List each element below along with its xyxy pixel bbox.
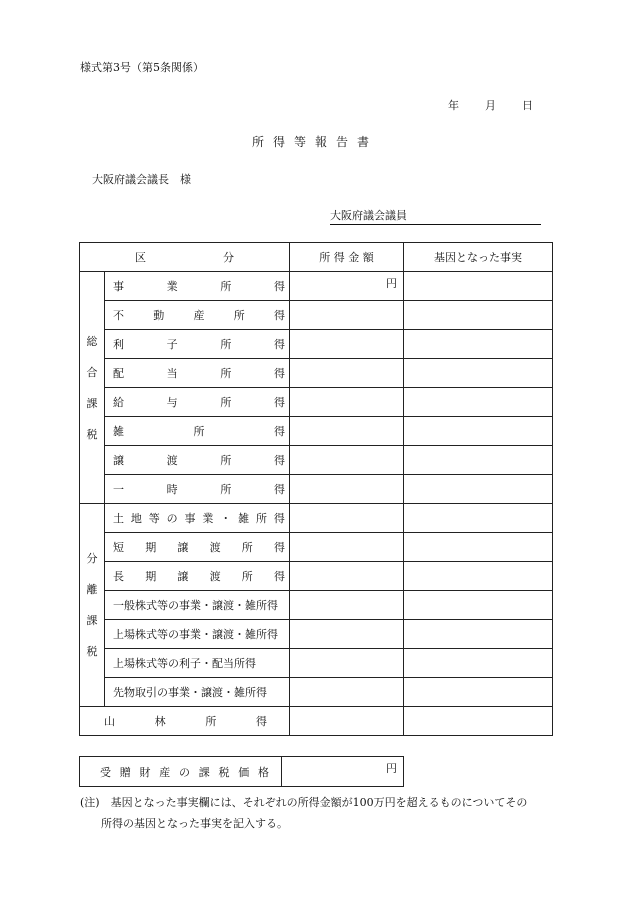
row-label-sanrin: 山 林 所 得 — [80, 707, 290, 736]
basis-cell[interactable] — [404, 504, 553, 533]
basis-cell[interactable] — [404, 359, 553, 388]
amount-cell[interactable] — [290, 533, 404, 562]
header-category: 区 分 — [80, 243, 290, 272]
row-label: 給 与 所 得 — [105, 388, 290, 417]
table-row — [80, 417, 553, 446]
row-label: 上場株式等の利子・配当所得 — [105, 649, 290, 678]
amount-cell[interactable] — [290, 649, 404, 678]
row-label: 配 当 所 得 — [105, 359, 290, 388]
table-row — [80, 330, 553, 359]
basis-cell[interactable] — [404, 475, 553, 504]
table-row — [80, 446, 553, 475]
gift-amount-cell[interactable] — [282, 757, 404, 787]
amount-cell[interactable] — [290, 591, 404, 620]
amount-cell[interactable] — [290, 707, 404, 736]
table-row — [80, 301, 553, 330]
table-row — [80, 649, 553, 678]
basis-cell[interactable] — [404, 562, 553, 591]
row-label: 先物取引の事業・譲渡・雑所得 — [105, 678, 290, 707]
table-row — [80, 562, 553, 591]
row-label: 雑 所 得 — [105, 417, 290, 446]
amount-cell[interactable] — [290, 620, 404, 649]
note-line-1: (注) 基因となった事実欄には、それぞれの所得金額が100万円を超えるものについてその — [80, 796, 528, 809]
table-row — [80, 475, 553, 504]
basis-cell[interactable] — [404, 620, 553, 649]
gift-table — [79, 756, 404, 787]
amount-cell[interactable] — [290, 678, 404, 707]
row-label: 譲 渡 所 得 — [105, 446, 290, 475]
amount-cell[interactable] — [290, 562, 404, 591]
amount-cell[interactable] — [290, 446, 404, 475]
date-year: 年 — [448, 99, 459, 112]
member-signature-line[interactable] — [330, 207, 541, 225]
table-row — [80, 707, 553, 736]
amount-cell[interactable] — [290, 475, 404, 504]
document-title: 所得等報告書 — [251, 135, 378, 149]
row-label: 長 期 譲 渡 所 得 — [105, 562, 290, 591]
basis-cell[interactable] — [404, 446, 553, 475]
amount-cell[interactable] — [290, 504, 404, 533]
row-label: 上場株式等の事業・譲渡・雑所得 — [105, 620, 290, 649]
table-row — [80, 533, 553, 562]
table-row — [80, 591, 553, 620]
addressee: 大阪府議会議長 様 — [92, 173, 191, 186]
table-row — [80, 272, 553, 301]
row-label: 一 時 所 得 — [105, 475, 290, 504]
group-sogo-label: 総 合 課 税 — [80, 272, 105, 504]
basis-cell[interactable] — [404, 301, 553, 330]
form-number: 様式第3号（第5条関係） — [80, 61, 204, 74]
gift-row — [80, 757, 404, 787]
amount-cell[interactable] — [290, 417, 404, 446]
table-row — [80, 678, 553, 707]
basis-cell[interactable] — [404, 388, 553, 417]
header-basis: 基因となった事実 — [404, 243, 553, 272]
amount-cell[interactable] — [290, 359, 404, 388]
table-row — [80, 504, 553, 533]
yen-unit: 円 — [386, 277, 397, 290]
basis-cell[interactable] — [404, 330, 553, 359]
gift-label: 受 贈 財 産 の 課 税 価 格 — [80, 757, 282, 787]
table-row — [80, 388, 553, 417]
amount-cell[interactable] — [290, 388, 404, 417]
basis-cell[interactable] — [404, 678, 553, 707]
date-line — [448, 97, 533, 113]
date-month: 月 — [485, 99, 496, 112]
basis-cell[interactable] — [404, 707, 553, 736]
row-label: 事 業 所 得 — [105, 272, 290, 301]
income-table — [79, 242, 553, 736]
basis-cell[interactable] — [404, 533, 553, 562]
basis-cell[interactable] — [404, 591, 553, 620]
note-line-2: 所得の基因となった事実を記入する。 — [101, 817, 288, 830]
amount-cell[interactable] — [290, 301, 404, 330]
table-row — [80, 359, 553, 388]
row-label: 不 動 産 所 得 — [105, 301, 290, 330]
basis-cell[interactable] — [404, 649, 553, 678]
row-label: 一般株式等の事業・譲渡・雑所得 — [105, 591, 290, 620]
header-amount: 所 得 金 額 — [290, 243, 404, 272]
table-row — [80, 620, 553, 649]
row-label: 短 期 譲 渡 所 得 — [105, 533, 290, 562]
member-label: 大阪府議会議員 — [330, 209, 407, 222]
amount-cell[interactable] — [290, 272, 404, 301]
group-bunri-label: 分 離 課 税 — [80, 504, 105, 707]
row-label: 土 地 等 の 事 業 ・ 雑 所 得 — [105, 504, 290, 533]
amount-cell[interactable] — [290, 330, 404, 359]
row-label: 利 子 所 得 — [105, 330, 290, 359]
table-header-row — [80, 243, 553, 272]
basis-cell[interactable] — [404, 272, 553, 301]
date-day: 日 — [522, 99, 533, 112]
yen-unit: 円 — [386, 762, 397, 775]
basis-cell[interactable] — [404, 417, 553, 446]
